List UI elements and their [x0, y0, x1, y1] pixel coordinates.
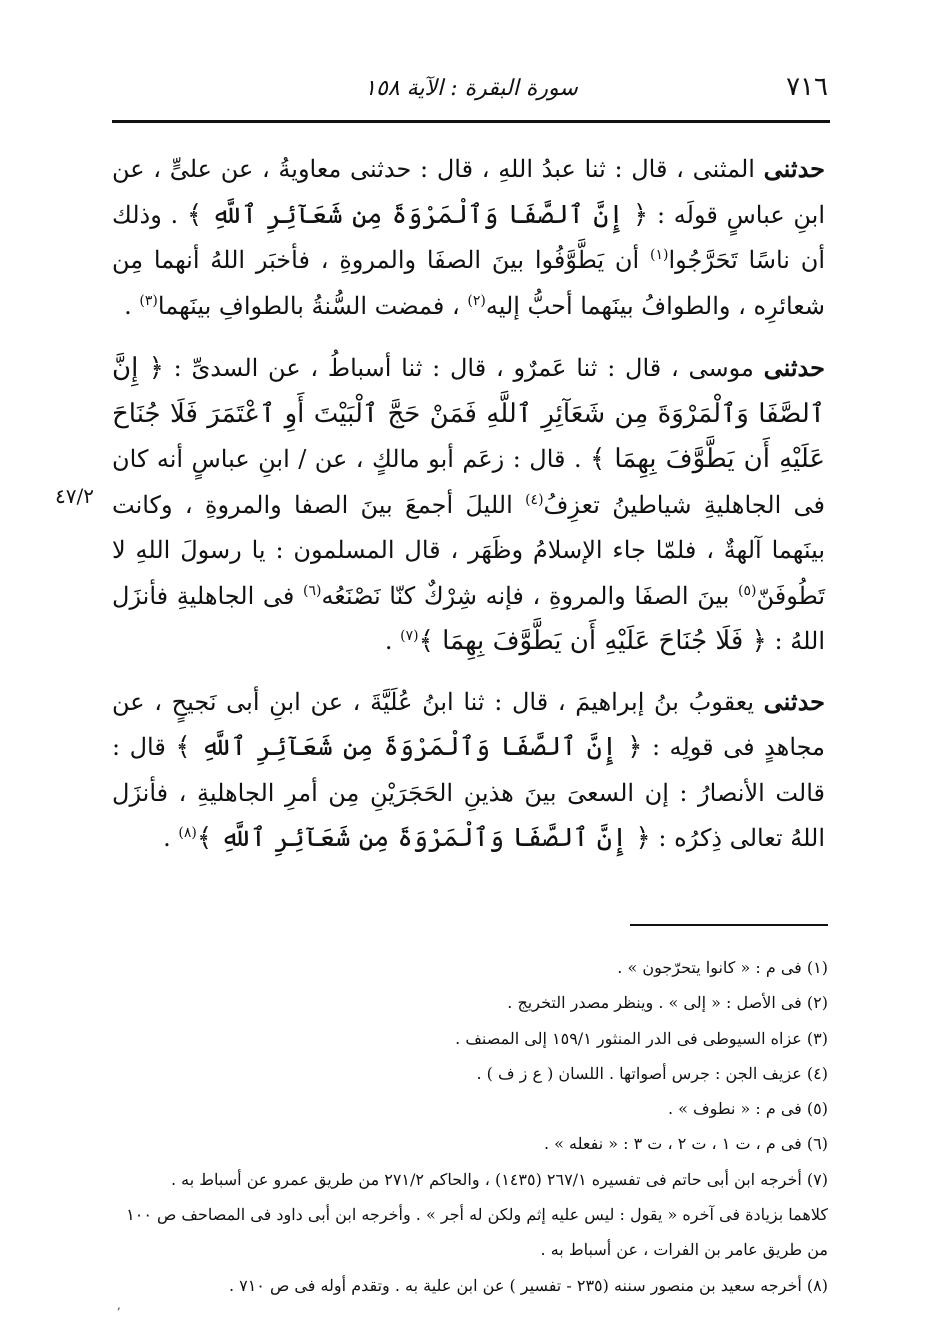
text-span: فى الجاهليةِ فأنزَل اللهُ : [112, 581, 825, 655]
quran-quote: ﴿ إِنَّ ٱلصَّفَا وَٱلْمَرْوَةَ مِن شَعَآئِرِ ٱللَّهِ ﴾ [196, 823, 651, 853]
paragraph-2 [112, 345, 825, 665]
footnote-ref: (٢) [467, 292, 486, 309]
footnote: (٢) فى الأصل : « إلى » . وينظر مصدر التخريج . [507, 993, 828, 1013]
paragraph-3 [112, 679, 825, 862]
text-span: موسى ، قال : ثنا عَمرٌو ، قال : ثنا أسباطُ ، عن السدىِّ : [163, 354, 764, 382]
text-span: يعقوبُ بنُ إبراهيمَ ، قال : ثنا ابنُ عُلَيَّةَ ، عن ابنِ أبى نَجيحٍ ، عن مجاهدٍ فى قولِه : [112, 687, 825, 761]
scan-speck: , [117, 1298, 121, 1312]
footnote-ref: (٧) [400, 628, 419, 644]
text-span: . وذلك أن ناسًا تَحَرَّجُوا [112, 200, 826, 274]
text-span: ، فمضت السُّنةُ بالطوافِ بينَهما [157, 291, 468, 320]
narration-lead: حدثنى [763, 154, 825, 183]
page-number: ٧١٦ [786, 72, 828, 102]
text-span: الليلَ أجمعَ بينَ الصفا والمروةِ ، وكانت بينَهما آلهةٌ ، فلمّا جاء الإسلامُ وظَهَر ، قال المسلمون : يا رسولَ اللهِ لا تَطُوفَنّ [112, 490, 825, 610]
quran-quote: ﴿ إِنَّ ٱلصَّفَا وَٱلْمَرْوَةَ مِن شَعَآئِرِ ٱللَّهِ فَمَنْ حَجَّ ٱلْبَيْتَ أَوِ ٱعْتَمَرَ فَلَا جُنَاحَ عَلَيْهِ أَن يَطَّوَّفَ بِهِمَا ﴾ [112, 353, 825, 474]
footnote: (٨) أخرجه سعيد بن منصور سننه (٢٣٥ - تفسير ) عن ابن علية به . وتقدم أوله فى ص ٧١٠ . [228, 1275, 828, 1295]
footnote: (١) فى م : « كانوا يتحرّجون » . [617, 958, 828, 977]
text-span: بينَ الصفَا والمروةِ ، فإنه شِرْكٌ كنّا نَصْنَعُه [321, 581, 739, 610]
text-span: . [384, 627, 401, 655]
footnote-ref: (٣) [139, 292, 158, 309]
footnote-continuation: كلاهما بزيادة فى آخره « يقول : ليس عليه إثم ولكن له أجر » . وأخرجه ابن أبى داود فى المصاحف ص ١٠٠ [126, 1205, 828, 1225]
text-span: . [163, 824, 179, 852]
quran-quote: ﴿ فَلَا جُنَاحَ عَلَيْهِ أَن يَطَّوَّفَ بِهِمَا ﴾ [418, 626, 767, 656]
running-title: سورة البقرة : الآية ١٥٨ [364, 76, 578, 101]
margin-reference: ٤٧/٢ [55, 484, 94, 508]
footnote-ref: (٦) [302, 582, 322, 599]
text-span: المثنى ، قال : ثنا عبدُ اللهِ ، قال : حدثنى معاويةُ ، عن علىٍّ ، عن ابنِ عباسٍ قولَه : [112, 155, 825, 229]
narration-lead: حدثنى [763, 686, 825, 716]
header-rule [112, 120, 830, 123]
footnote: (٥) فى م : « نطوف » . [667, 1099, 828, 1119]
footnote-continuation: من طريق عامر بن الفرات ، عن أسباط به . [540, 1240, 828, 1260]
main-text [112, 146, 825, 878]
footnote: (٦) فى م ، ت ١ ، ت ٢ ، ت ٣ : « نفعله » . [543, 1134, 828, 1154]
text-span: أن يَطَّوَّفُوا بينَ الصفَا والمروةِ ، فأخبَر اللهُ أنهما مِن شعائرِه ، والطوافُ بينَهما أحبُّ إليه [112, 246, 825, 320]
text-span: . قال : زعَم أبو مالكٍ ، عن / ابنِ عباسٍ أنه كان فى الجاهليةِ شياطينُ تعزِفُ [112, 445, 825, 519]
footnote-ref: (١) [649, 247, 669, 263]
footnote: (٤) عزيف الجن : جرس أصواتها . اللسان ( ع ز ف ) . [476, 1063, 828, 1083]
footnote: (٧) أخرجه ابن أبى حاتم فى تفسيره ٢٦٧/١ (١٤٣٥) ، والحاكم ٢٧١/٢ من طريق عمرو عن أسباط به . [170, 1169, 828, 1189]
paragraph-1 [112, 146, 825, 329]
footnote-ref: (٨) [178, 825, 197, 841]
footnote: (٣) عزاه السيوطى فى الدر المنثور ١٥٩/١ إلى المصنف . [455, 1028, 828, 1048]
text-span: . [124, 291, 140, 320]
page-header [112, 66, 830, 116]
footnote-separator [630, 924, 828, 926]
footnotes [112, 950, 828, 1303]
quran-quote: ﴿ إِنَّ ٱلصَّفَا وَٱلْمَرْوَةَ مِن شَعَآئِرِ ٱللَّهِ ﴾ [175, 732, 643, 762]
footnote-ref: (٥) [738, 582, 757, 599]
narration-lead: حدثنى [763, 353, 825, 382]
footnote-ref: (٤) [525, 491, 544, 508]
quran-quote: ﴿ إِنَّ ٱلصَّفَا وَٱلْمَرْوَةَ مِن شَعَآئِرِ ٱللَّهِ ﴾ [186, 199, 649, 230]
text-span: قال : قالت الأنصارُ : إن السعىَ بينَ هذينِ الحَجَرَيْنِ مِن أمرِ الجاهليةِ ، فأنزَل اللهُ تعالى ذِكرُه : [112, 733, 825, 852]
